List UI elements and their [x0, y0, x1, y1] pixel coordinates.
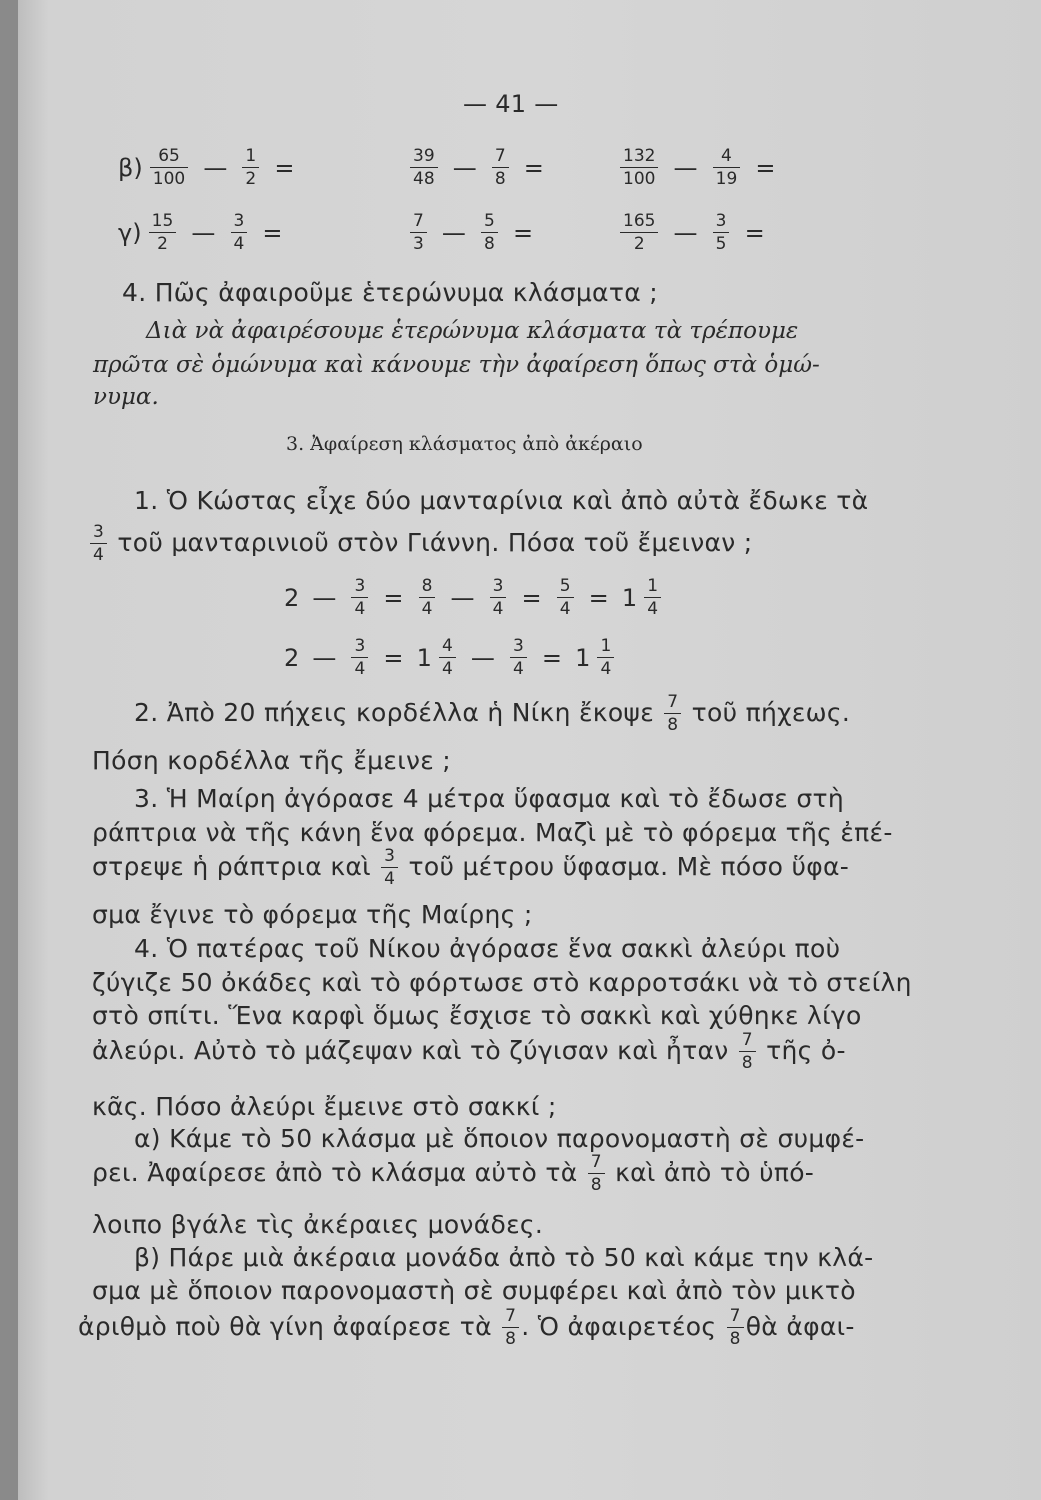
- fraction: $\frac{1}{2}$: [242, 148, 259, 188]
- fraction: $\frac{39}{48}$: [410, 148, 438, 188]
- equation-2: 2 — $\frac{3}{4}$ = 1 $\frac{4}{4}$ — $\frac{3}{4}$ = 1 $\frac{1}{4}$: [284, 638, 616, 678]
- fraction: $\frac{1}{4}$: [644, 578, 661, 618]
- fraction: $\frac{8}{4}$: [419, 578, 436, 618]
- problem-3-line-4: σμα ἔγινε τὸ φόρεμα τῆς Μαίρης ;: [92, 900, 533, 929]
- part-a-line-3: λοιπο βγάλε τὶς ἀκέραιες μονάδες.: [92, 1210, 544, 1239]
- fraction: $\frac{3}{4}$: [510, 638, 527, 678]
- fraction: $\frac{5}{8}$: [481, 213, 498, 253]
- fraction: $\frac{4}{4}$: [439, 638, 456, 678]
- fraction: $\frac{3}{5}$: [713, 213, 730, 253]
- row-label: β): [118, 154, 143, 182]
- exercise-row-beta: β) $\frac{65}{100}$ — $\frac{1}{2}$ =: [118, 146, 295, 189]
- fraction: $\frac{132}{100}$: [620, 148, 658, 188]
- fraction: $\frac{7}{8}$: [664, 694, 681, 734]
- rule-line-1: Διὰ νὰ ἀφαιρέσουμε ἑτερώνυμα κλάσματα τὰ τρέπουμε: [146, 318, 799, 344]
- problem-4-line-5: κᾶς. Πόσο ἀλεύρι ἔμεινε στὸ σακκί ;: [92, 1092, 557, 1121]
- fraction: $\frac{65}{100}$: [150, 148, 188, 188]
- fraction: $\frac{1}{4}$: [597, 638, 614, 678]
- exercise-gamma-2: $\frac{7}{3}$ — $\frac{5}{8}$ =: [408, 213, 541, 253]
- problem-4-line-3: στὸ σπίτι. Ἕνα καρφὶ ὅμως ἔσχισε τὸ σακκὶ καὶ χύθηκε λίγο: [92, 1001, 862, 1030]
- fraction: $\frac{3}{4}$: [381, 848, 398, 888]
- problem-1-line-1: 1. Ὁ Κώστας εἶχε δύο μανταρίνια καὶ ἀπὸ αὐτὰ ἔδωκε τὰ: [134, 486, 869, 515]
- problem-4-line-1: 4. Ὁ πατέρας τοῦ Νίκου ἀγόρασε ἕνα σακκὶ ἀλεύρι ποὺ: [134, 934, 841, 963]
- fraction: $\frac{3}{4}$: [351, 638, 368, 678]
- exercise-row-gamma: γ) $\frac{15}{2}$ — $\frac{3}{4}$ =: [118, 211, 283, 254]
- problem-4-line-4: ἀλεύρι. Αὐτὸ τὸ μάζεψαν καὶ τὸ ζύγισαν καὶ ἦταν $\frac{7}{8}$ τῆς ὀ-: [92, 1030, 846, 1073]
- question-4: 4. Πῶς ἀφαιροῦμε ἑτερώνυμα κλάσματα ;: [122, 278, 658, 307]
- page-number: — 41 —: [463, 90, 559, 118]
- fraction: $\frac{5}{4}$: [557, 578, 574, 618]
- part-b-line-1: β) Πάρε μιὰ ἀκέραια μονάδα ἀπὸ τὸ 50 καὶ κάμε την κλά-: [134, 1243, 874, 1272]
- part-a-line-2: ρει. Ἀφαίρεσε ἀπὸ τὸ κλάσμα αὐτὸ τὰ $\frac{7}{8}$ καὶ ἀπὸ τὸ ὑπό-: [92, 1152, 815, 1195]
- fraction: $\frac{7}{8}$: [588, 1154, 605, 1194]
- part-b-line-3: ἀριθμὸ ποὺ θὰ γίνη ἀφαίρεσε τὰ $\frac{7}{8}$ . Ὁ ἀφαιρετέος $\frac{7}{8}$ θὰ ἀφαι-: [78, 1306, 855, 1349]
- row-label: γ): [118, 219, 142, 247]
- exercise-gamma-3: $\frac{165}{2}$ — $\frac{3}{5}$ =: [618, 213, 773, 253]
- fraction: $\frac{7}{8}$: [492, 148, 509, 188]
- fraction: $\frac{7}{3}$: [410, 213, 427, 253]
- exercise-beta-2: $\frac{39}{48}$ — $\frac{7}{8}$ =: [408, 148, 552, 188]
- rule-line-3: νυμα.: [93, 384, 159, 410]
- fraction: $\frac{3}{4}$: [490, 578, 507, 618]
- book-spine-shadow: [0, 0, 18, 1500]
- problem-3-line-1: 3. Ἡ Μαίρη ἀγόρασε 4 μέτρα ὕφασμα καὶ τὸ ἔδωσε στὴ: [134, 784, 844, 813]
- fraction: $\frac{7}{8}$: [502, 1308, 519, 1348]
- problem-3-line-2: ράπτρια νὰ τῆς κάνη ἕνα φόρεμα. Μαζὶ μὲ τὸ φόρεμα τῆς ἐπέ-: [92, 818, 893, 847]
- rule-line-2: πρῶτα σὲ ὁμώνυμα καὶ κάνουμε τὴν ἀφαίρεση ὅπως στὰ ὁμώ-: [93, 352, 820, 378]
- fraction: $\frac{3}{4}$: [90, 524, 107, 564]
- fraction: $\frac{7}{8}$: [727, 1308, 744, 1348]
- fraction: $\frac{4}{19}$: [713, 148, 741, 188]
- exercise-beta-3: $\frac{132}{100}$ — $\frac{4}{19}$ =: [618, 148, 783, 188]
- part-a-line-1: α) Κάμε τὸ 50 κλάσμα μὲ ὅποιον παρονομαστὴ σὲ συμφέ-: [134, 1124, 865, 1153]
- problem-2-line-2: Πόση κορδέλλα τῆς ἔμεινε ;: [92, 746, 452, 775]
- equation-1: 2 — $\frac{3}{4}$ = $\frac{8}{4}$ — $\frac{3}{4}$ = $\frac{5}{4}$ = 1 $\frac{1}{4}$: [284, 578, 663, 618]
- part-b-line-2: σμα μὲ ὅποιον παρονομαστὴ σὲ συμφέρει καὶ ἀπὸ τὸν μικτὸ: [92, 1276, 856, 1305]
- problem-4-line-2: ζύγιζε 50 ὀκάδες καὶ τὸ φόρτωσε στὸ καρροτσάκι νὰ τὸ στείλη: [92, 968, 912, 997]
- fraction: $\frac{15}{2}$: [149, 213, 177, 253]
- fraction: $\frac{165}{2}$: [620, 213, 658, 253]
- problem-3-line-3: στρεψε ἡ ράπτρια καὶ $\frac{3}{4}$ τοῦ μέτρου ὕφασμα. Μὲ πόσο ὕφα-: [92, 846, 850, 889]
- fraction: $\frac{7}{8}$: [739, 1032, 756, 1072]
- section-heading: 3. Ἀφαίρεση κλάσματος ἀπὸ ἀκέραιο: [286, 433, 643, 455]
- fraction: $\frac{3}{4}$: [231, 213, 248, 253]
- problem-1-line-2: $\frac{3}{4}$ τοῦ μανταρινιοῦ στὸν Γιάννη. Πόσα τοῦ ἔμειναν ;: [88, 524, 753, 564]
- fraction: $\frac{3}{4}$: [351, 578, 368, 618]
- problem-2-line-1: 2. Ἀπὸ 20 πήχεις κορδέλλα ἡ Νίκη ἔκοψε $\frac{7}{8}$ τοῦ πήχεως.: [134, 692, 851, 735]
